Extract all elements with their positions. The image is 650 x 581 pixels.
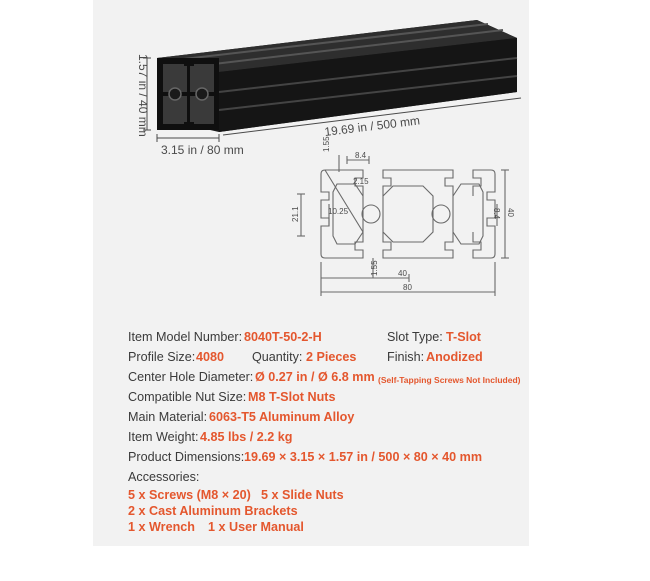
dim-slot-top: 8.4 bbox=[355, 151, 367, 160]
dim-slot-lip: 2.15 bbox=[353, 177, 369, 186]
dims-label: Product Dimensions: bbox=[128, 450, 245, 464]
spec-row-profile bbox=[128, 347, 528, 367]
nut-label: Compatible Nut Size: bbox=[128, 390, 247, 404]
product-illustration bbox=[93, 0, 529, 300]
acc-nuts: 5 x Slide Nuts bbox=[261, 488, 344, 502]
slot-label: Slot Type: bbox=[387, 330, 443, 344]
quantity-label: Quantity: bbox=[252, 350, 303, 364]
bar-width-label: 3.15 in / 80 mm bbox=[161, 143, 244, 157]
extrusion-bar-image bbox=[157, 20, 517, 132]
acc-wrench: 1 x Wrench bbox=[128, 520, 195, 534]
dim-slot-right: 8.4 bbox=[492, 208, 501, 220]
acc-screws: 5 x Screws (M8 × 20) bbox=[128, 488, 251, 502]
dim-height: 40 bbox=[506, 208, 515, 217]
dim-side-height: 21.1 bbox=[291, 206, 300, 222]
dim-width: 80 bbox=[403, 283, 412, 292]
spec-row-material bbox=[128, 407, 528, 427]
weight-label: Item Weight: bbox=[128, 430, 199, 444]
hole-note: (Self-Tapping Screws Not Included) bbox=[378, 375, 521, 385]
spec-list bbox=[128, 327, 528, 535]
bar-height-label: 1.57 in / 40 mm bbox=[136, 54, 150, 137]
hole-label: Center Hole Diameter: bbox=[128, 370, 254, 384]
model-label: Item Model Number: bbox=[128, 330, 243, 344]
dim-bottom-depth: 1.55 bbox=[370, 260, 379, 276]
spec-row-model bbox=[128, 327, 528, 347]
dims-value: 19.69 × 3.15 × 1.57 in / 500 × 80 × 40 mm bbox=[244, 450, 483, 464]
spec-row-weight bbox=[128, 427, 528, 447]
finish-label: Finish: bbox=[387, 350, 425, 364]
dim-slot-depth: 1.55 bbox=[322, 136, 331, 152]
model-value: 8040T-50-2-H bbox=[244, 330, 322, 344]
slot-value: T-Slot bbox=[446, 330, 481, 344]
material-label: Main Material: bbox=[128, 410, 208, 424]
dim-hole: 10.25 bbox=[328, 207, 349, 216]
hole-value: Ø 0.27 in / Ø 6.8 mm bbox=[255, 370, 375, 384]
acc-manual: 1 x User Manual bbox=[208, 520, 304, 534]
material-value: 6063-T5 Aluminum Alloy bbox=[209, 410, 355, 424]
bar-length-label: 19.69 in / 500 mm bbox=[323, 113, 421, 139]
dim-half-width: 40 bbox=[398, 269, 407, 278]
quantity-value: 2 Pieces bbox=[306, 350, 357, 364]
acc-brackets: 2 x Cast Aluminum Brackets bbox=[128, 504, 298, 518]
spec-row-hole bbox=[128, 367, 528, 387]
acc-row-1 bbox=[128, 487, 528, 503]
spec-row-dimensions bbox=[128, 447, 528, 467]
spec-row-accessories bbox=[128, 467, 528, 487]
accessories-label: Accessories: bbox=[128, 470, 200, 484]
profile-value: 4080 bbox=[196, 350, 225, 364]
spec-row-nut bbox=[128, 387, 528, 407]
acc-row-3 bbox=[128, 519, 528, 535]
nut-value: M8 T-Slot Nuts bbox=[248, 390, 336, 404]
profile-label: Profile Size: bbox=[128, 350, 196, 364]
acc-row-2 bbox=[128, 503, 528, 519]
weight-value: 4.85 lbs / 2.2 kg bbox=[200, 430, 293, 444]
finish-value: Anodized bbox=[426, 350, 483, 364]
